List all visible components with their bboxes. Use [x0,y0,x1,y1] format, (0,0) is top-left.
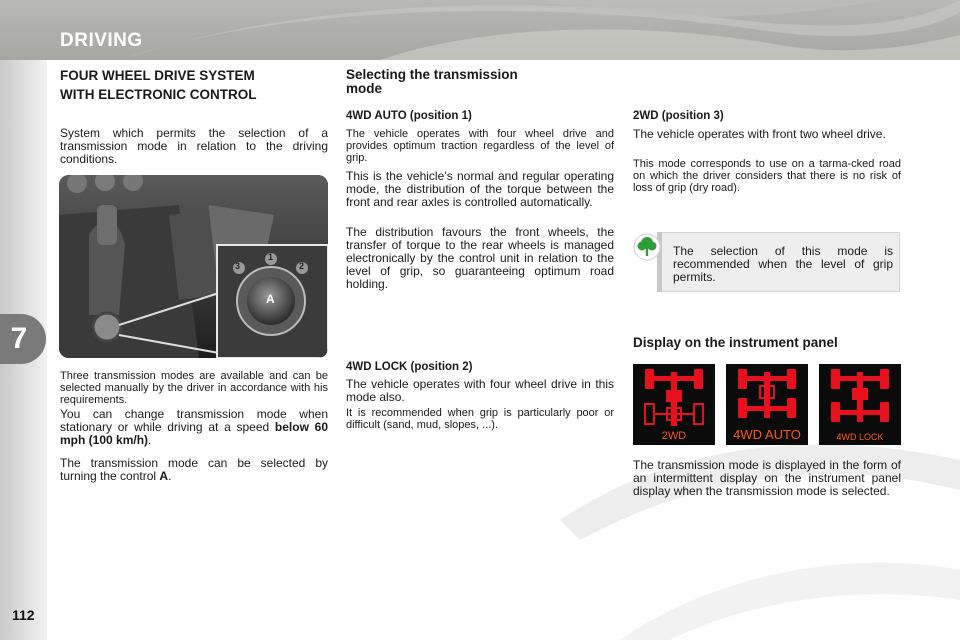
chapter-number: 7 [10,322,28,355]
4wd-lock-paragraph-2: It is recommended when grip is particularly poor or difficult (sand, mud, slopes, ...). [346,407,614,431]
change-mode-text [60,408,328,447]
change-mode-text-end: . [148,433,152,447]
select-control-text [60,457,328,483]
photo-label-control-a: A [266,292,275,306]
indicator-4wd-lock-label: 4WD LOCK [836,432,884,442]
4wd-lock-paragraph-1: The vehicle operates with four wheel drive in this mode also. [346,377,614,404]
display-description-text: The transmission mode is displayed in the form of an intermittent display on the instrument panel display when the transmission mode is selected. [633,458,901,498]
selecting-mode-heading-line-1: Selecting the transmission [346,67,518,82]
console-drawing [59,175,328,358]
transmission-control-illustration [59,175,328,358]
4wd-auto-paragraph-3: The distribution favours the front wheels, the transfer of torque to the rear wheels is managed electronically by the control unit in relation to the level of grip, so guaranteeing optimum road holding. [346,225,614,291]
page-number: 112 [12,607,35,623]
4wd-lock-title: 4WD LOCK (position 2) [346,361,473,373]
tree-eco-icon [632,232,662,262]
select-control-text-end: . [168,469,172,483]
header-swirl-decoration [0,0,960,60]
modes-available-text: Three transmission modes are available and can be selected manually by the driver in accordance with his requirements. [60,370,328,406]
indicator-4wd-auto-label: 4WD AUTO [733,427,801,442]
4wd-auto-paragraph-2: This is the vehicle’s normal and regular operating mode, the distribution of the torque between the front and rear axles is controlled automatically. [346,169,614,209]
indicator-2wd [633,364,715,445]
indicator-4wd-lock [819,364,901,445]
2wd-paragraph-1: The vehicle operates with front two wheel drive. [633,127,886,141]
change-mode-speed: below 60 mph (100 km/h) [60,420,329,447]
selecting-mode-heading [346,68,518,96]
4wd-auto-title: 4WD AUTO (position 1) [346,110,472,122]
display-heading: Display on the instrument panel [633,335,838,350]
photo-label-position-2: 2 [299,261,305,271]
system-heading-line-1: FOUR WHEEL DRIVE SYSTEM [60,68,255,83]
indicator-4wd-auto [726,364,808,445]
photo-label-position-1: 1 [268,252,274,262]
system-intro-text: System which permits the selection of a transmission mode in relation to the driving conditions. [60,126,328,166]
section-title: DRIVING [60,30,143,51]
page-header [0,0,960,60]
2wd-title: 2WD (position 3) [633,110,724,122]
system-heading [60,66,256,104]
select-control-letter: A [159,469,169,483]
4wd-auto-paragraph-1: The vehicle operates with four wheel drive and provides optimum traction regardless of the level of grip. [346,128,614,164]
indicator-2wd-label: 2WD [661,430,687,442]
2wd-paragraph-2: This mode corresponds to use on a tarma-cked road on which the driver considers that there is no risk of loss of grip (dry road). [633,158,901,194]
recommendation-note-text: The selection of this mode is recommended when the level of grip permits. [673,244,893,284]
change-mode-text-main: You can change transmission mode when stationary or while driving at a speed [60,407,328,434]
select-control-text-main: The transmission mode can be selected by turning the control [60,456,328,483]
selecting-mode-heading-line-2: mode [346,81,383,96]
system-heading-line-2: WITH ELECTRONIC CONTROL [60,87,257,102]
photo-label-position-3: 3 [235,261,241,271]
